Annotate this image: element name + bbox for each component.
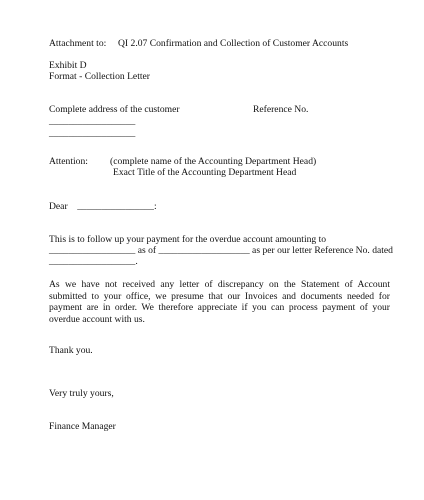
salutation: Dear ________________: — [49, 201, 157, 212]
reference-number-label: Reference No. — [253, 104, 309, 115]
paragraph-1-line-2: __________________ as of ___________________ as per our letter Reference No. dated — [49, 245, 393, 256]
attention-label: Attention: — [49, 156, 88, 167]
format-label: Format - Collection Letter — [49, 71, 150, 82]
paragraph-2: As we have not received any letter of discrepancy on the Statement of Account submitted to your office, we presume that our Invoices and documents needed for payment are in order. We therefore appreciate if you can process payment of your overdue account with us. — [49, 279, 390, 325]
address-blank-line-1: __________________ — [49, 116, 136, 127]
customer-address-label: Complete address of the customer — [49, 104, 180, 115]
valediction: Very truly yours, — [49, 388, 114, 399]
attention-name-placeholder: (complete name of the Accounting Department Head) — [110, 156, 317, 167]
attachment-title: QI 2.07 Confirmation and Collection of Customer Accounts — [118, 38, 349, 49]
paragraph-1-line-3: __________________. — [49, 256, 138, 267]
attachment-label: Attachment to: — [49, 38, 107, 49]
attention-title-placeholder: Exact Title of the Accounting Department Head — [113, 167, 297, 178]
paragraph-1-line-1: This is to follow up your payment for the overdue account amounting to — [49, 234, 327, 245]
signatory-title: Finance Manager — [49, 421, 116, 432]
address-blank-line-2: __________________ — [49, 128, 136, 139]
exhibit-label: Exhibit D — [49, 60, 87, 71]
thank-you: Thank you. — [49, 345, 93, 356]
